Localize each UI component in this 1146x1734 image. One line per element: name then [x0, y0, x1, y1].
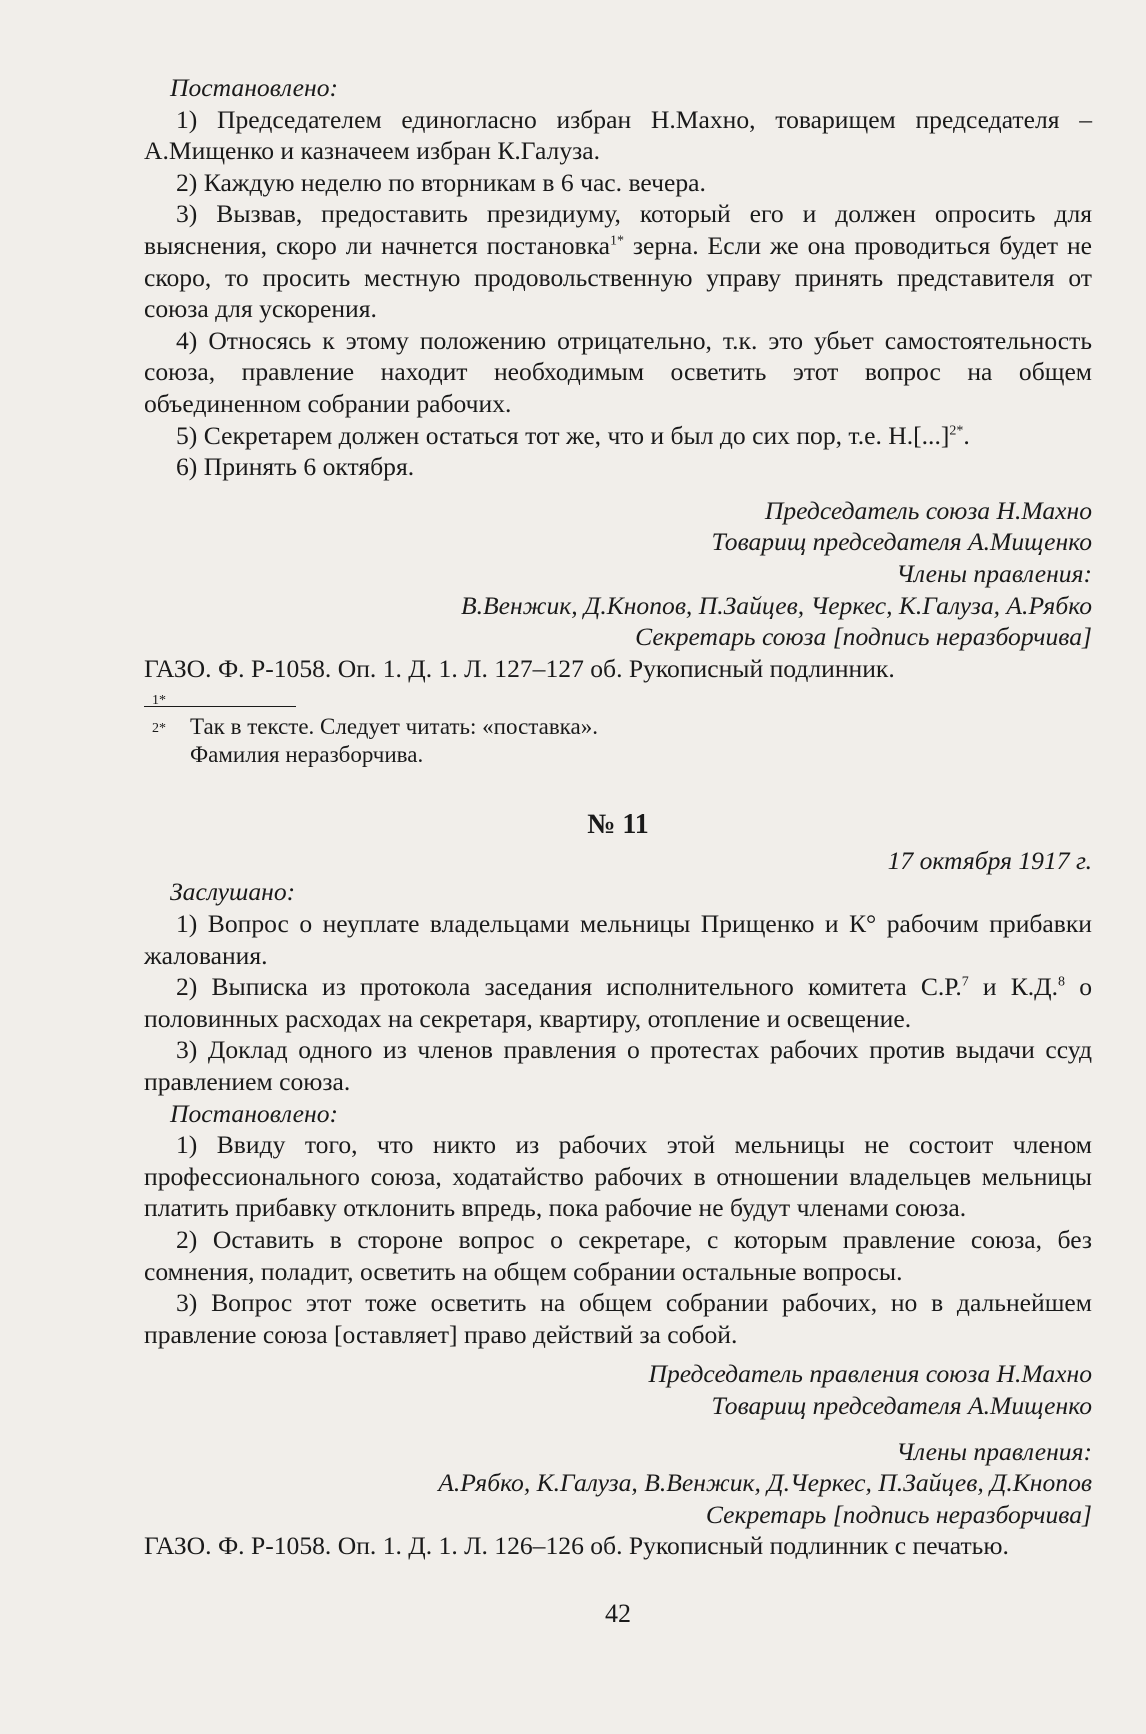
signature-chair: Председатель правления союза Н.Махно [648, 1359, 1092, 1389]
signature-members: А.Рябко, К.Галуза, В.Венжик, Д.Черкес, П.Зайцев, Д.Кнопов [438, 1468, 1092, 1498]
resolution-item: 6) Принять 6 октября. [176, 452, 415, 482]
signature-secretary: Секретарь [подпись неразборчива] [705, 1499, 1092, 1529]
document-date: 17 октября 1917 г. [887, 845, 1092, 875]
signature-chair: Председатель союза Н.Махно [764, 495, 1092, 525]
signature-deputy: Товарищ председателя А.Мищенко [711, 527, 1092, 557]
footnote: 2* Фамилия неразборчива. [152, 721, 424, 768]
footnote-ref: 2* [949, 423, 964, 438]
resolution-item: 1) Ввиду того, что никто из рабочих этой мельницы не состоит членом профессионального союза, ходатайство рабочих в отношении владельцев мельницы платить прибавку отклонить впредь, пока рабочие не будут членами союза. [144, 1130, 1092, 1223]
resolved-label: Постановлено: [170, 1098, 339, 1128]
resolution-item: 5) Секретарем должен остаться тот же, что и был до сих пор, т.е. Н.[...]$^{2*}$. [176, 420, 970, 450]
footnote-divider [144, 706, 296, 707]
footnote-ref: 7 [961, 974, 969, 990]
footnote-ref: 1* [610, 233, 624, 249]
resolution-item: 4) Относясь к этому положению отрицательно, т.к. это убьет самостоятельность союза, правление находит необходимым осветить этот вопрос на общем объединенном собрании рабочих. [144, 325, 1092, 418]
heard-item: 3) Доклад одного из членов правления о протестах рабочих против выдачи ссуд правлением союза. [144, 1035, 1092, 1097]
resolution-item: 1) Председателем единогласно избран Н.Махно, товарищем председателя – А.Мищенко и казначеем избран К.Галуза. [144, 104, 1092, 166]
archival-source: ГАЗО. Ф. Р-1058. Оп. 1. Д. 1. Л. 126–126 об. Рукописный подлинник с печатью. [144, 1531, 1009, 1561]
page-number: 42 [605, 1598, 631, 1628]
archival-source: ГАЗО. Ф. Р-1058. Оп. 1. Д. 1. Л. 127–127 об. Рукописный подлинник. [144, 653, 895, 683]
heard-label: Заслушано: [170, 877, 296, 907]
signature-secretary: Секретарь союза [подпись неразборчива] [635, 622, 1092, 652]
footnote-ref: 8 [1058, 974, 1066, 990]
heard-item: 1) Вопрос о неуплате владельцами мельницы Прищенко и К° рабочим прибавки жалования. [144, 909, 1092, 970]
signature-members: В.Венжик, Д.Кнопов, П.Зайцев, Черкес, К.Галуза, А.Рябко [460, 590, 1092, 620]
signature-members-label: Члены правления: [896, 1436, 1092, 1466]
signature-deputy: Товарищ председателя А.Мищенко [711, 1390, 1092, 1420]
resolution-item: 3) Вызвав, предоставить президиуму, который его и должен опросить для выяснения, скоро ли начнется постановка$^{1*}$ зерна. Если же она проводиться будет не скоро, то просить местную продовольственную управу принять представителя от союза для ускорения. [144, 199, 1093, 324]
resolution-item: 2) Оставить в стороне вопрос о секретаре, с которым правление союза, без сомнения, поладит, осветить на общем собрании остальные вопросы. [144, 1225, 1092, 1286]
page-text [144, 72, 1092, 1630]
footnote: 1* Так в тексте. Следует читать: «поставка». [152, 693, 598, 740]
heard-item: 2) Выписка из протокола заседания исполнительного комитета С.Р.$^7$ и К.Д.$^8$ о половинных расходах на секретаря, квартиру, отопление и освещение. [144, 972, 1092, 1033]
resolution-item: 2) Каждую неделю по вторникам в 6 час. вечера. [176, 167, 706, 197]
resolved-label: Постановлено: [170, 73, 339, 102]
signature-members-label: Члены правления: [896, 558, 1092, 588]
resolution-item: 3) Вопрос этот тоже осветить на общем собрании рабочих, но в дальнейшем правление союза [оставляет] право действий за собой. [144, 1288, 1092, 1349]
document-number: № 11 [587, 809, 649, 841]
